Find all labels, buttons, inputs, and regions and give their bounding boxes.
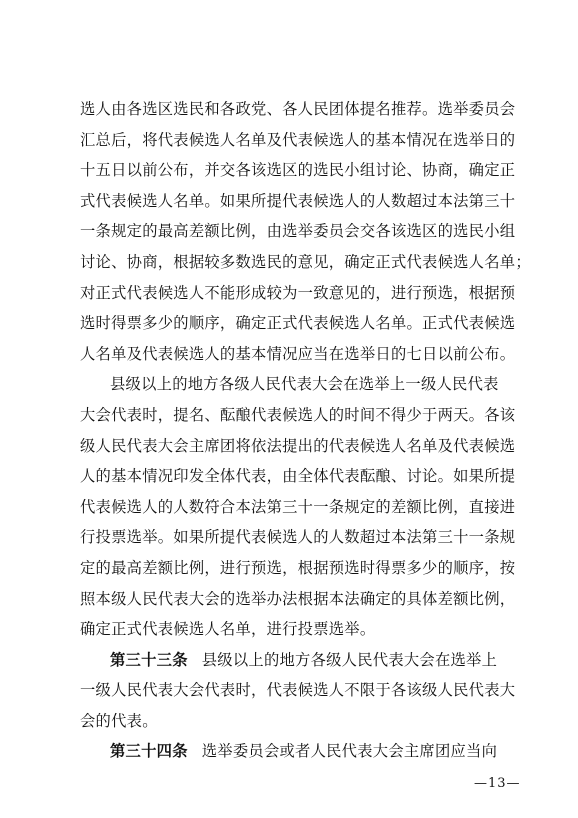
article-34-line — [80, 736, 512, 767]
article-33-line — [80, 645, 512, 676]
text-line: 汇总后，将代表候选人名单及代表候选人的基本情况在选举日的 — [80, 130, 516, 149]
text-line: 定的最高差额比例，进行预选，根据预选时得票多少的顺序，按 — [80, 558, 516, 577]
text-line: 式代表候选人名单。如果所提代表候选人的人数超过本法第三十 — [80, 191, 516, 210]
text-line: 代表候选人的人数符合本法第三十一条规定的差额比例，直接进 — [80, 497, 516, 516]
text-line: 会的代表。 — [80, 711, 158, 730]
text-line: 级人民代表大会主席团将依法提出的代表候选人名单及代表候选 — [80, 436, 516, 455]
text-line: 行投票选举。如果所提代表候选人的人数超过本法第三十一条规 — [80, 528, 516, 547]
text-line: 确定正式代表候选人名单，进行投票选举。 — [80, 620, 376, 639]
article-33-number: 第三十三条 — [110, 650, 188, 669]
text-line: 讨论、协商，根据较多数选民的意见，确定正式代表候选人名单； — [80, 252, 531, 271]
text-line: 人名单及代表候选人的基本情况应当在选举日的七日以前公布。 — [80, 344, 516, 363]
text-line: 人的基本情况印发全体代表，由全体代表酝酿、讨论。如果所提 — [80, 467, 516, 486]
text-line: 对正式代表候选人不能形成较为一致意见的，进行预选，根据预 — [80, 283, 516, 302]
paragraph-start-line: 县级以上的地方各级人民代表大会在选举上一级人民代表 — [110, 375, 499, 394]
text-line: 大会代表时，提名、酝酿代表候选人的时间不得少于两天。各该 — [80, 405, 516, 424]
page-number: —13— — [474, 776, 521, 791]
text-line: 一条规定的最高差额比例，由选举委员会交各该选区的选民小组 — [80, 222, 516, 241]
text-line: 选人由各选区选民和各政党、各人民团体提名推荐。选举委员会 — [80, 100, 516, 118]
article-34-text: 选举委员会或者人民代表大会主席团应当向 — [201, 742, 498, 761]
text-line: 选时得票多少的顺序，确定正式代表候选人名单。正式代表候选 — [80, 314, 516, 333]
text-line: 照本级人民代表大会的选举办法根据本法确定的具体差额比例， — [80, 589, 516, 608]
article-34-number: 第三十四条 — [110, 742, 188, 761]
text-line: 十五日以前公布，并交各该选区的选民小组讨论、协商，确定正 — [80, 161, 516, 180]
body-text — [80, 94, 531, 767]
article-33-text: 县级以上的地方各级人民代表大会在选举上 — [201, 650, 498, 669]
text-line: 一级人民代表大会代表时，代表候选人不限于各该级人民代表大 — [80, 681, 516, 700]
